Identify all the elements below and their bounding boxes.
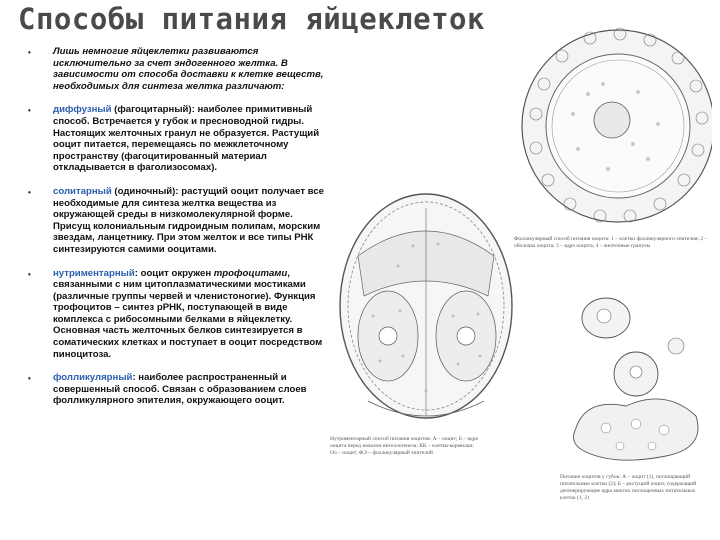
bullet-marker: •	[28, 269, 31, 279]
sponge-caption: Питание ооцитов у губок: А – ооцит (1), поглощающий питательные клетки (2); Б – растущий ооцит, содержащий дегенерирующие ядра многих поглощенных питательных клеток (1, 2)	[560, 474, 697, 501]
bullet-keyword: фолликулярный	[53, 372, 133, 384]
bullet-item	[28, 268, 328, 361]
bullet-text: Лишь немногие яйцеклетки развиваются исключительно за счет эндогенного желтка. В зависимости от способа доставки к клетке веществ, необходимых для синтеза желтка различают:	[53, 46, 324, 92]
nutrimentary-caption: Нутриментарный способ питания ооцитов: А – ооцит; Б – ядро ооцита перед началом вителлогенеза; КК – клетки-кормилки; Оо – ооцит; ФЭ – фолликулярный эпителий	[330, 436, 479, 456]
bullet-marker: •	[28, 48, 31, 57]
bullet-keyword: солитарный	[53, 185, 112, 197]
bullet-keyword: диффузный	[53, 104, 112, 116]
bullet-text: (фагоцитарный): наиболее примитивный способ. Встречается у губок и пресноводной гидры. Настоящих желточных гранул не образуется. Растущий ооцит питается, перемещаясь по межклеточному пространству (фагоцитированный материал откладывается в фаголизосомах).	[53, 104, 320, 174]
bullet-marker: •	[28, 374, 31, 384]
bullet-marker: •	[28, 106, 31, 116]
page-title: Способы питания яйцеклеток	[18, 2, 485, 36]
bullet-text: , связанными с ним цитоплазматическими мостиками (различные группы червей и членистоногие). Функция трофоцитов – синтез рРНК, поступающей в виде комплекса с рибосомными белками в яйцеклетку. Основная часть желточных белков синтезируется в соматических клетках и поступает в ооцит посредством пиноцитоза.	[53, 267, 323, 360]
bullet-text: трофоцитами	[213, 267, 288, 279]
bullet-text: : наиболее распространенный и совершенный способ. Связан с образованием слоев фолликулярного эпителия, окружающего ооцит.	[53, 372, 307, 407]
follicular-caption: Фолликулярный способ питания ооцита: 1 – клетки фолликулярного эпителия; 2 – оболочка ооцита; 3 – ядро ооцита; 4 – желточные гранулы	[514, 236, 708, 249]
sponge-oocytes-figure	[556, 288, 712, 470]
bullet-item	[28, 186, 328, 256]
bullet-list	[28, 46, 328, 419]
bullet-keyword: нутриментарный	[53, 267, 135, 279]
nutrimentary-ovary-figure	[328, 186, 528, 436]
bullet-item	[28, 46, 328, 92]
bullet-text: (одиночный): растущий ооцит получает все необходимые для синтеза желтка вещества из окружающей среды в низкомолекулярной форме. Присущ колониальным гидроидным полипам, морским звездам, ланцетнику. При этом желток и все типы РНК синтезируются самими ооцитами.	[53, 185, 325, 255]
bullet-text: : ооцит окружен	[134, 267, 214, 279]
follicular-oocyte-figure	[508, 14, 712, 242]
bullet-marker: •	[28, 187, 31, 197]
bullet-item	[28, 104, 328, 174]
bullet-item	[28, 372, 328, 407]
